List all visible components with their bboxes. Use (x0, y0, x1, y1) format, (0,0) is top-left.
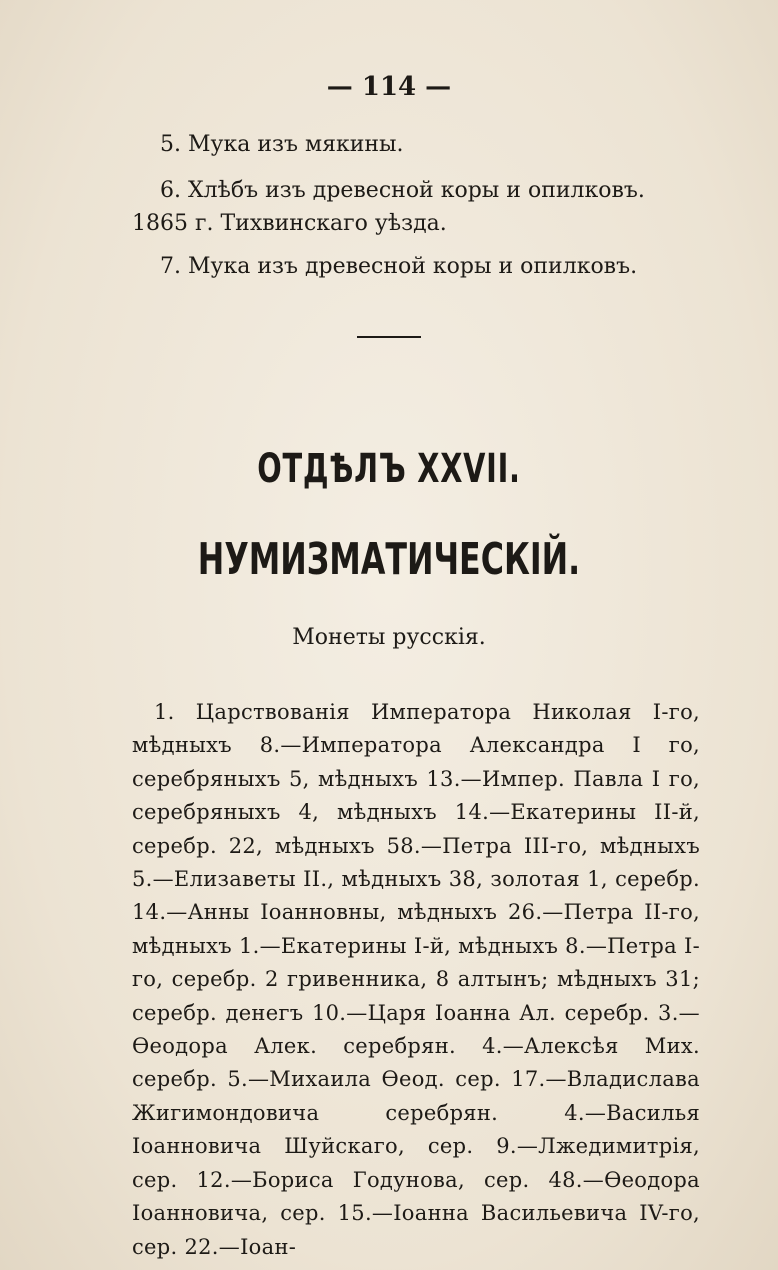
section-title: ОТДѢЛЪ XXVII. (257, 446, 521, 492)
list-item: 5. Мука изъ мякины. (160, 132, 404, 157)
body-paragraph: 1. Царствованія Императора Николая I-го, мѣдныхъ 8.—Императора Александра I го, серебряныхъ 5, мѣдныхъ 13.—Импер. Павла I го, серебряныхъ 4, мѣдныхъ 14.—Екатерины II-й, серебр. 22, мѣдныхъ 58.—Петра III-го, мѣдныхъ 5.—Елизаветы II., мѣдныхъ 38, золотая 1, серебр. 14.—Анны Іоанновны, мѣдныхъ 26.—Петра II-го, мѣдныхъ 1.—Екатерины I-й, мѣдныхъ 8.—Петра I-го, серебр. 2 гривенника, 8 алтынъ; мѣдныхъ 31; серебр. денегъ 10.—Царя Іоанна Ал. серебр. 3.—Ѳеодора Алек. серебрян. 4.—Алексѣя Мих. серебр. 5.—Михаила Ѳеод. сер. 17.—Владислава Жигимондовича серебрян. 4.—Василья Іоанновича Шуйскаго, сер. 9.—Лжедимитрія, сер. 12.—Бориса Годунова, сер. 48.—Ѳеодора Іоанновича, сер. 15.—Іоанна Васильевича IV-го, сер. 22.—Іоан- (132, 700, 700, 1259)
list-item: 6. Хлѣбъ изъ древесной коры и опилковъ. 1865 г. Тихвинскаго уѣзда. (132, 178, 645, 236)
subsection-heading: Монеты русскія. (292, 625, 486, 650)
section-subtitle: НУМИЗМАТИЧЕСКІЙ. (197, 534, 581, 585)
divider (357, 336, 421, 338)
page-number: — 114 — (326, 72, 452, 102)
list-item: 7. Мука изъ древесной коры и опилковъ. (160, 254, 638, 279)
